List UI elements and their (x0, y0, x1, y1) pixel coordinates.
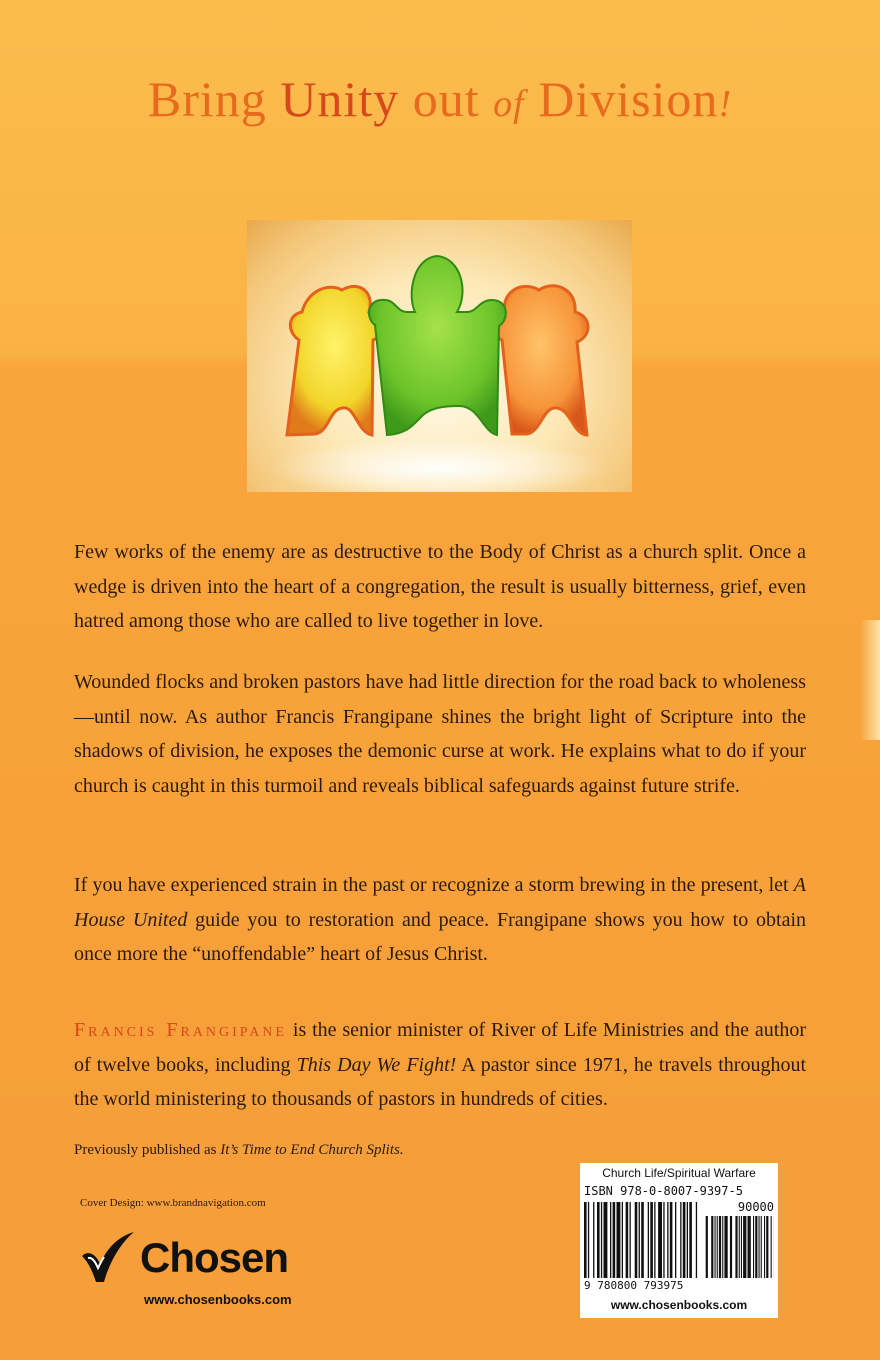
previously-published (74, 1142, 404, 1159)
author-name: Francis Frangipane (74, 1019, 288, 1041)
barcode-bar (635, 1202, 638, 1278)
barcode-bar (597, 1202, 600, 1278)
headline (0, 70, 880, 128)
barcode-bar (654, 1202, 655, 1278)
barcode-bar (641, 1202, 644, 1278)
barcode-bars (584, 1202, 774, 1282)
barcode-bar (711, 1216, 713, 1278)
barcode-bar (675, 1202, 676, 1278)
barcode-bar (755, 1216, 757, 1278)
bio-book-title: This Day We Fight! (296, 1053, 457, 1076)
barcode-bar (626, 1202, 629, 1278)
barcode-bar (667, 1202, 668, 1278)
paragraph3-book-title: A House United (74, 874, 806, 931)
headline-bang: ! (718, 83, 733, 125)
barcode-bar (730, 1216, 732, 1278)
barcode-bar (766, 1216, 768, 1278)
barcode-bar (687, 1202, 688, 1278)
barcode-bar (759, 1216, 760, 1278)
barcode-bar (761, 1216, 762, 1278)
barcode-bar (735, 1216, 737, 1278)
barcode-bar (715, 1216, 716, 1278)
headline-of: of (493, 83, 525, 125)
barcode-bar (722, 1216, 723, 1278)
barcode-url: www.chosenbooks.com (610, 1298, 748, 1312)
author-bio (74, 1013, 806, 1117)
publisher-url: www.chosenbooks.com (144, 1292, 292, 1307)
description-paragraph-2: Wounded flocks and broken pastors have had little direction for the road back to wholeness—until now. As author Francis Frangipane shines the bright light of Scripture into the shadows of division, he exposes the demonic curse at work. He explains what to do if your church is caught in this turmoil and reveals biblical safeguards against future strife. (74, 671, 806, 797)
barcode-bar (630, 1202, 631, 1278)
barcode-bar (739, 1216, 740, 1278)
barcode-price-code: 90000 (710, 1200, 774, 1214)
paragraph3-after: guide you to restoration and peace. Frangipane shows you how to obtain once more the “unoffendable” heart of Jesus Christ. (74, 908, 806, 965)
barcode-bar (680, 1202, 681, 1278)
spine-glow (860, 620, 880, 740)
publisher-logo (78, 1228, 318, 1318)
barcode-bar (648, 1202, 649, 1278)
barcode-bar (753, 1216, 754, 1278)
puzzle-figures-photo (247, 220, 632, 492)
barcode-bar (706, 1216, 708, 1278)
barcode-bar (584, 1202, 587, 1278)
chosen-checkmark-icon (78, 1230, 138, 1290)
barcode-panel (580, 1163, 778, 1318)
barcode-bar (650, 1202, 653, 1278)
barcode-digits: 9 780800 793975 (584, 1279, 704, 1292)
barcode-bar (604, 1202, 608, 1278)
cover-design-credit: Cover Design: www.brandnavigation.com (80, 1197, 266, 1209)
publisher-name: Chosen (140, 1234, 289, 1281)
barcode-bar (593, 1202, 594, 1278)
barcode-bar (670, 1202, 673, 1278)
barcode-bar (764, 1216, 765, 1278)
barcode-bar (743, 1216, 746, 1278)
description-paragraph-1: Few works of the enemy are as destructive to the Body of Christ as a church split. Once a wedge is driven into the heart of a congregation, the result is usually bitterness, grief, even hatred among those who are called to live together in love. (74, 541, 806, 632)
barcode-bar (617, 1202, 621, 1278)
headline-unity: Unity (280, 71, 400, 127)
barcode-bar (771, 1216, 772, 1278)
headline-part1: Bring (147, 71, 281, 127)
headline-part3: Division (524, 71, 719, 127)
barcode-bar (748, 1216, 751, 1278)
barcode-bar (610, 1202, 611, 1278)
paragraph3-before: If you have experienced strain in the past or recognize a storm brewing in the present, let (74, 874, 794, 896)
previously-title: It’s Time to End Church Splits. (220, 1142, 404, 1158)
barcode-bar (601, 1202, 602, 1278)
barcode-bar (613, 1202, 616, 1278)
previously-label: Previously published as (74, 1142, 221, 1158)
barcode-bar (689, 1202, 692, 1278)
description-paragraph-3 (74, 868, 806, 972)
barcode-category: Church Life/Spiritual Warfare (602, 1166, 756, 1180)
barcode-bar (622, 1202, 623, 1278)
barcode-bar (663, 1202, 664, 1278)
barcode-bar (683, 1202, 686, 1278)
barcode-bar (724, 1216, 727, 1278)
bio-after: A pastor since 1971, he travels throughout the world ministering to thousands of pastors in hundreds of cities. (74, 1053, 806, 1110)
barcode-bar (658, 1202, 662, 1278)
barcode-bar (719, 1216, 721, 1278)
barcode-bar (741, 1216, 742, 1278)
barcode-bar (588, 1202, 589, 1278)
barcode-bar (717, 1216, 718, 1278)
barcode-bar (696, 1202, 697, 1278)
headline-part2: out (399, 71, 494, 127)
barcode-isbn: ISBN 978-0-8007-9397-5 (584, 1184, 743, 1198)
barcode-bar (639, 1202, 640, 1278)
bio-before: is the senior minister of River of Life Ministries and the author of twelve books, including (74, 1019, 806, 1076)
